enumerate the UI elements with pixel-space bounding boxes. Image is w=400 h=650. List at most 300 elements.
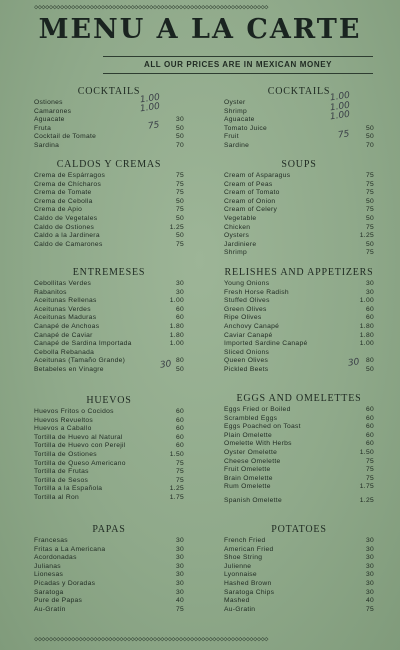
menu-item-price: 75 <box>175 605 184 613</box>
menu-item <box>224 323 374 332</box>
menu-item-name: Betabeles en Vinagre <box>34 365 104 373</box>
menu-item-price: 75 <box>175 180 184 188</box>
menu-item-name: Eggs Fried or Boiled <box>224 406 291 413</box>
menu-item-name: Brain Omelette <box>224 474 273 482</box>
menu-item-name: Tortilla de Frutas <box>34 468 89 476</box>
menu-item <box>224 249 374 258</box>
menu-item-name: Tortilla de Sesos <box>34 476 89 484</box>
menu-item <box>224 332 374 341</box>
menu-item <box>224 458 374 467</box>
menu-item-price: 80 <box>365 357 374 365</box>
menu-item <box>34 306 184 315</box>
menu-item <box>34 142 184 151</box>
menu-item-price: 30 <box>175 280 184 287</box>
menu-item-price: 75 <box>175 206 184 214</box>
menu-item <box>34 289 184 298</box>
menu-item-price: 75 <box>365 223 374 231</box>
menu-item <box>34 417 184 426</box>
menu-item-name: Tortilla de Ostiones <box>34 450 97 458</box>
menu-section-potatoes <box>224 523 374 614</box>
menu-item-name: Fruit Omelette <box>224 466 271 474</box>
menu-item-price: 75 <box>365 189 374 197</box>
menu-item <box>224 483 374 492</box>
section-heading: EGGS AND OMELETTES <box>236 393 362 404</box>
menu-item-name: Scrambled Eggs <box>224 414 278 422</box>
menu-item <box>34 181 184 190</box>
menu-item-price: 75 <box>175 172 184 179</box>
menu-item-name: Imported Sardine Canapé <box>224 340 308 348</box>
menu-item <box>224 449 374 458</box>
menu-item-name: Stuffed Olives <box>224 297 270 305</box>
menu-item <box>224 116 374 125</box>
menu-item-name: Caldo a la Jardinera <box>34 232 100 240</box>
menu-item-name: Ripe Olives <box>224 314 262 322</box>
menu-item-price: 50 <box>175 197 184 205</box>
menu-item-name: Rabanitos <box>34 288 67 296</box>
menu-item-name: Crema de Espárragos <box>34 172 106 179</box>
menu-item <box>34 198 184 207</box>
menu-item-name: Cream of Asparagus <box>224 172 291 179</box>
menu-item <box>224 198 374 207</box>
handwritten-price: 1.00 <box>329 109 351 123</box>
menu-item <box>34 571 184 580</box>
menu-item-price: 1.50 <box>359 448 374 456</box>
menu-item-name: Saratoga <box>34 588 64 596</box>
menu-item-name: Huevos Revueltos <box>34 416 94 424</box>
menu-item <box>34 215 184 224</box>
menu-item-price: 1.80 <box>359 331 374 339</box>
menu-item <box>34 172 184 181</box>
menu-item-name: Au-Gratín <box>34 605 66 613</box>
menu-item <box>224 241 374 250</box>
menu-item-name: Queen Olives <box>224 357 269 365</box>
menu-item-price: 1.80 <box>359 322 374 330</box>
menu-item-name: Francesas <box>34 537 68 544</box>
menu-item-price: 30 <box>175 288 184 296</box>
menu-item-name: Oyster <box>224 99 246 106</box>
menu-item-price: 70 <box>175 141 184 149</box>
menu-item-name: Shoe String <box>224 554 263 562</box>
menu-item <box>224 589 374 598</box>
menu-item <box>224 554 374 563</box>
menu-item <box>34 477 184 486</box>
menu-item-price: 75 <box>365 605 374 613</box>
menu-item-name: Cebollitas Verdes <box>34 280 92 287</box>
menu-item <box>224 340 374 349</box>
menu-item-price: 50 <box>175 365 184 373</box>
menu-item <box>224 181 374 190</box>
menu-item <box>34 597 184 606</box>
menu-item <box>224 314 374 323</box>
menu-section-entremeses <box>34 266 184 375</box>
menu-item-price: 50 <box>365 124 374 132</box>
menu-item <box>224 297 374 306</box>
menu-item-name: Pickled Beets <box>224 365 269 373</box>
menu-item-price: 40 <box>365 597 374 605</box>
menu-item <box>34 232 184 241</box>
handwritten-price: 75 <box>337 129 351 141</box>
menu-item-price: 1.25 <box>169 223 184 231</box>
menu-item-name: Sardine <box>224 141 250 149</box>
menu-item-price: 60 <box>175 425 184 433</box>
menu-item-price: 75 <box>365 206 374 214</box>
menu-item-price: 75 <box>365 457 374 465</box>
menu-item-price: 50 <box>175 124 184 132</box>
menu-item-price: 75 <box>365 474 374 482</box>
menu-item <box>34 108 184 117</box>
menu-title: MENU A LA CARTE <box>38 14 362 45</box>
menu-item <box>34 241 184 250</box>
menu-item <box>34 494 184 503</box>
menu-item-price: 50 <box>365 214 374 222</box>
menu-item <box>34 442 184 451</box>
menu-item-name: Canapé de Caviar <box>34 331 93 339</box>
menu-item-price: 50 <box>365 197 374 205</box>
menu-item-name: Canapé de Anchoas <box>34 322 100 330</box>
menu-item <box>34 434 184 443</box>
menu-section-eggs-and-omelettes <box>224 392 374 506</box>
menu-item-price: 1.00 <box>169 297 184 305</box>
menu-item-price: 60 <box>175 442 184 450</box>
menu-item-price: 30 <box>365 554 374 562</box>
menu-item <box>34 323 184 332</box>
menu-item-name: Aceitunas (Tamaño Grande) <box>34 357 126 365</box>
menu-item <box>224 99 374 108</box>
menu-item-price: 75 <box>365 180 374 188</box>
menu-item <box>224 537 374 546</box>
section-heading: RELISHES AND APPETIZERS <box>224 267 374 278</box>
menu-item-name: Fruit <box>224 133 239 141</box>
menu-section-cocktails <box>224 85 374 151</box>
menu-item-name: Camarones <box>34 107 72 115</box>
section-heading: ENTREMESES <box>72 267 146 278</box>
menu-item-name: Fruta <box>34 124 52 132</box>
menu-item-price: 30 <box>365 562 374 570</box>
menu-item <box>34 206 184 215</box>
menu-item-name: Saratoga Chips <box>224 588 275 596</box>
menu-item-price: 30 <box>175 588 184 596</box>
menu-item-name: Julianas <box>34 562 61 570</box>
menu-item-price: 50 <box>175 133 184 141</box>
menu-item-price: 75 <box>175 476 184 484</box>
menu-item-name: French Fried <box>224 537 266 544</box>
menu-item-name: Eggs Poached on Toast <box>224 423 301 431</box>
menu-item-name: Shrimp <box>224 249 247 257</box>
menu-item-name: Crema de Cebolla <box>34 197 93 205</box>
menu-item <box>34 314 184 323</box>
menu-item <box>224 606 374 615</box>
menu-item-name: Crema de Chícharos <box>34 180 102 188</box>
menu-item <box>34 189 184 198</box>
menu-item <box>224 206 374 215</box>
menu-item-name: Caldo de Ostiones <box>34 223 95 231</box>
menu-item-name: Caviar Canapé <box>224 331 273 339</box>
menu-item-name: Hashed Brown <box>224 579 272 587</box>
menu-item-name: Aceitunas Verdes <box>34 305 91 313</box>
menu-item-price: 1.00 <box>359 297 374 305</box>
menu-item-price: 30 <box>175 537 184 544</box>
menu-item-name: Fresh Horse Radish <box>224 288 289 296</box>
menu-item <box>224 280 374 289</box>
menu-item-price: 60 <box>175 416 184 424</box>
menu-item <box>34 485 184 494</box>
menu-item <box>34 99 184 108</box>
menu-section-cocktails <box>34 85 184 151</box>
menu-item <box>34 580 184 589</box>
menu-item <box>224 497 374 506</box>
menu-item-name: Plain Omelette <box>224 431 273 439</box>
menu-item-price: 75 <box>365 249 374 257</box>
menu-item-name: Shrimp <box>224 107 247 115</box>
menu-item <box>224 432 374 441</box>
decorative-border-bottom: ◇◇◇◇◇◇◇◇◇◇◇◇◇◇◇◇◇◇◇◇◇◇◇◇◇◇◇◇◇◇◇◇◇◇◇◇◇◇◇◇◇◇◇◇◇◇◇◇◇◇◇◇◇◇◇◇◇◇◇◇◇◇◇ <box>34 635 269 643</box>
menu-item <box>34 133 184 142</box>
menu-item-name: Tortilla de Huevo al Natural <box>34 433 123 441</box>
menu-item-name: Julienne <box>224 562 252 570</box>
menu-item-name: Vegetable <box>224 214 257 222</box>
menu-section-huevos <box>34 394 184 503</box>
menu-item-price: 75 <box>175 459 184 467</box>
menu-item-price: 1.25 <box>359 232 374 240</box>
menu-item-name: Chicken <box>224 223 251 231</box>
menu-item-name: Tortilla de Queso Americano <box>34 459 126 467</box>
menu-item-price: 75 <box>175 240 184 248</box>
menu-item-price: 30 <box>365 537 374 544</box>
menu-section-caldos-y-cremas <box>34 158 184 249</box>
menu-item-name: Acordonadas <box>34 554 77 562</box>
menu-item-price: 60 <box>175 433 184 441</box>
section-heading: PAPAS <box>92 524 126 535</box>
menu-item-price: 75 <box>175 189 184 197</box>
menu-item-price: 1.80 <box>169 322 184 330</box>
section-heading: SOUPS <box>281 159 317 170</box>
menu-item-price: 40 <box>175 597 184 605</box>
menu-item-name: Picadas y Doradas <box>34 579 96 587</box>
menu-item <box>224 466 374 475</box>
handwritten-price: 30 <box>347 357 361 369</box>
menu-item <box>34 349 184 358</box>
menu-item <box>224 349 374 358</box>
menu-item <box>224 108 374 117</box>
menu-item-price: 75 <box>175 468 184 476</box>
menu-item-price: 1.25 <box>359 496 374 504</box>
menu-item-price: 60 <box>175 314 184 322</box>
menu-item-name: Cheese Omelette <box>224 457 281 465</box>
menu-item-name: Jardiniere <box>224 240 257 248</box>
menu-item-name: Sardina <box>34 141 60 149</box>
menu-item-price: 60 <box>365 314 374 322</box>
menu-item <box>224 406 374 415</box>
menu-item-name: Canapé de Sardina Importada <box>34 340 132 348</box>
menu-item-name: Sliced Onions <box>224 348 270 356</box>
menu-item <box>224 546 374 555</box>
menu-item-name: Ostiones <box>34 99 63 106</box>
menu-item <box>224 597 374 606</box>
menu-item-price: 80 <box>175 357 184 365</box>
menu-item <box>34 546 184 555</box>
menu-item <box>224 415 374 424</box>
menu-item-price: 50 <box>175 214 184 222</box>
menu-item <box>34 589 184 598</box>
menu-item-name: Aceitunas Rellenas <box>34 297 97 305</box>
menu-item <box>34 332 184 341</box>
menu-item <box>224 232 374 241</box>
menu-item-name: Rum Omelette <box>224 483 271 491</box>
menu-section-soups <box>224 158 374 258</box>
menu-item <box>224 125 374 134</box>
handwritten-price: 1.00 <box>329 100 351 114</box>
menu-item-name: Oysters <box>224 232 250 240</box>
menu-item-name: Oyster Omelette <box>224 448 278 456</box>
menu-item-price: 50 <box>175 232 184 240</box>
menu-item-name: Crema de Apio <box>34 206 83 214</box>
section-heading: CALDOS Y CREMAS <box>56 159 162 170</box>
menu-item <box>224 172 374 181</box>
section-heading: COCKTAILS <box>77 86 141 97</box>
menu-item-name: Tortilla a la Española <box>34 485 103 493</box>
menu-item-price: 50 <box>365 133 374 141</box>
decorative-border-top: ◇◇◇◇◇◇◇◇◇◇◇◇◇◇◇◇◇◇◇◇◇◇◇◇◇◇◇◇◇◇◇◇◇◇◇◇◇◇◇◇◇◇◇◇◇◇◇◇◇◇◇◇◇◇◇◇◇◇◇◇◇◇◇ <box>34 3 269 11</box>
menu-item-price: 60 <box>175 305 184 313</box>
menu-item-name: Cream of Peas <box>224 180 273 188</box>
menu-item-name: Huevos a Caballo <box>34 425 92 433</box>
menu-item <box>34 606 184 615</box>
menu-item <box>34 468 184 477</box>
menu-item <box>34 537 184 546</box>
menu-item-name: Cream of Onion <box>224 197 276 205</box>
menu-item <box>224 580 374 589</box>
menu-item-name: Mashed <box>224 597 250 605</box>
menu-item-price: 30 <box>365 545 374 553</box>
menu-item-name: Lionesas <box>34 571 64 579</box>
menu-item-name: Caldo de Camarones <box>34 240 103 248</box>
menu-item-price: 1.75 <box>169 493 184 501</box>
menu-item-price: 60 <box>365 423 374 431</box>
menu-item-name: Aceitunas Maduras <box>34 314 97 322</box>
menu-item <box>224 423 374 432</box>
menu-item-price: 1.50 <box>169 450 184 458</box>
menu-item-price: 60 <box>365 414 374 422</box>
menu-item-price: 30 <box>175 554 184 562</box>
menu-item-price: 50 <box>365 240 374 248</box>
menu-item <box>224 215 374 224</box>
menu-item-price: 75 <box>365 172 374 179</box>
menu-item-price: 30 <box>365 280 374 287</box>
menu-item-name: Tomato Juice <box>224 124 267 132</box>
menu-item-name: Green Olives <box>224 305 267 313</box>
handwritten-price: 30 <box>159 359 173 371</box>
menu-item <box>34 563 184 572</box>
menu-item <box>34 125 184 134</box>
currency-notice: ALL OUR PRICES ARE IN MEXICAN MONEY <box>103 56 373 74</box>
menu-item-name: Huevos Fritos o Cocidos <box>34 408 114 415</box>
menu-item <box>34 408 184 417</box>
menu-item-name: Cream of Celery <box>224 206 278 214</box>
menu-item-price: 60 <box>365 305 374 313</box>
menu-item-price: 30 <box>365 579 374 587</box>
section-heading: HUEVOS <box>86 395 132 406</box>
menu-item-price: 60 <box>365 440 374 448</box>
menu-item-name: Fritas a La Americana <box>34 545 106 553</box>
menu-item <box>34 297 184 306</box>
menu-item-name: Young Onions <box>224 280 270 287</box>
menu-item-name: Cocktail de Tomate <box>34 133 97 141</box>
menu-item-price: 1.25 <box>169 485 184 493</box>
menu-item-name: Tortilla al Ron <box>34 493 80 501</box>
handwritten-price: 1.00 <box>329 90 351 104</box>
menu-item-name: Aguacate <box>34 116 65 124</box>
menu-item <box>34 451 184 460</box>
menu-item-price: 30 <box>175 579 184 587</box>
menu-item-name: Omelette With Herbs <box>224 440 292 448</box>
menu-item-price: 30 <box>365 288 374 296</box>
handwritten-price: 75 <box>147 120 161 132</box>
menu-item <box>224 563 374 572</box>
menu-item <box>34 460 184 469</box>
menu-item-name: Aguacate <box>224 116 255 124</box>
menu-item-price: 30 <box>175 562 184 570</box>
menu-item <box>224 142 374 151</box>
menu-item <box>224 133 374 142</box>
menu-item-price: 30 <box>365 571 374 579</box>
menu-item-price: 1.00 <box>169 340 184 348</box>
menu-item <box>224 475 374 484</box>
menu-item-price: 1.75 <box>359 483 374 491</box>
menu-item <box>34 224 184 233</box>
menu-item-price: 30 <box>175 116 184 124</box>
menu-item-name: Spanish Omelette <box>224 496 282 504</box>
menu-item-price: 60 <box>365 431 374 439</box>
menu-item <box>224 306 374 315</box>
handwritten-price: 1.00 <box>139 101 161 115</box>
menu-item-price: 60 <box>365 406 374 413</box>
menu-item-name: Cebolla Rebanada <box>34 348 95 356</box>
menu-item-price: 1.00 <box>359 340 374 348</box>
menu-item-price: 75 <box>365 466 374 474</box>
menu-item <box>224 440 374 449</box>
menu-item-name: Cream of Tomato <box>224 189 280 197</box>
menu-item <box>34 340 184 349</box>
menu-item-name: Au-Gratin <box>224 605 256 613</box>
menu-item-name: Tortilla de Huevo con Perejil <box>34 442 126 450</box>
menu-item <box>34 116 184 125</box>
section-heading: POTATOES <box>271 524 327 535</box>
menu-section-papas <box>34 523 184 614</box>
section-heading: COCKTAILS <box>267 86 331 97</box>
menu-item-price: 30 <box>365 588 374 596</box>
menu-item-name: American Fried <box>224 545 274 553</box>
menu-item-name: Caldo de Vegetales <box>34 214 98 222</box>
menu-item <box>34 425 184 434</box>
menu-item <box>224 189 374 198</box>
menu-item-name: Anchovy Canapé <box>224 322 280 330</box>
menu-item <box>34 280 184 289</box>
menu-item-name: Lyonnaise <box>224 571 257 579</box>
menu-item <box>224 571 374 580</box>
handwritten-price: 1.00 <box>139 92 161 106</box>
menu-item-name: Crema de Tomate <box>34 189 92 197</box>
menu-item <box>34 554 184 563</box>
menu-item-price: 70 <box>365 141 374 149</box>
menu-item-price: 30 <box>175 545 184 553</box>
menu-item-price: 60 <box>175 408 184 415</box>
menu-item-price: 1.80 <box>169 331 184 339</box>
menu-item-price: 30 <box>175 571 184 579</box>
menu-item <box>224 289 374 298</box>
menu-item-name: Pure de Papas <box>34 597 83 605</box>
menu-item <box>224 224 374 233</box>
menu-item-price: 50 <box>365 365 374 373</box>
